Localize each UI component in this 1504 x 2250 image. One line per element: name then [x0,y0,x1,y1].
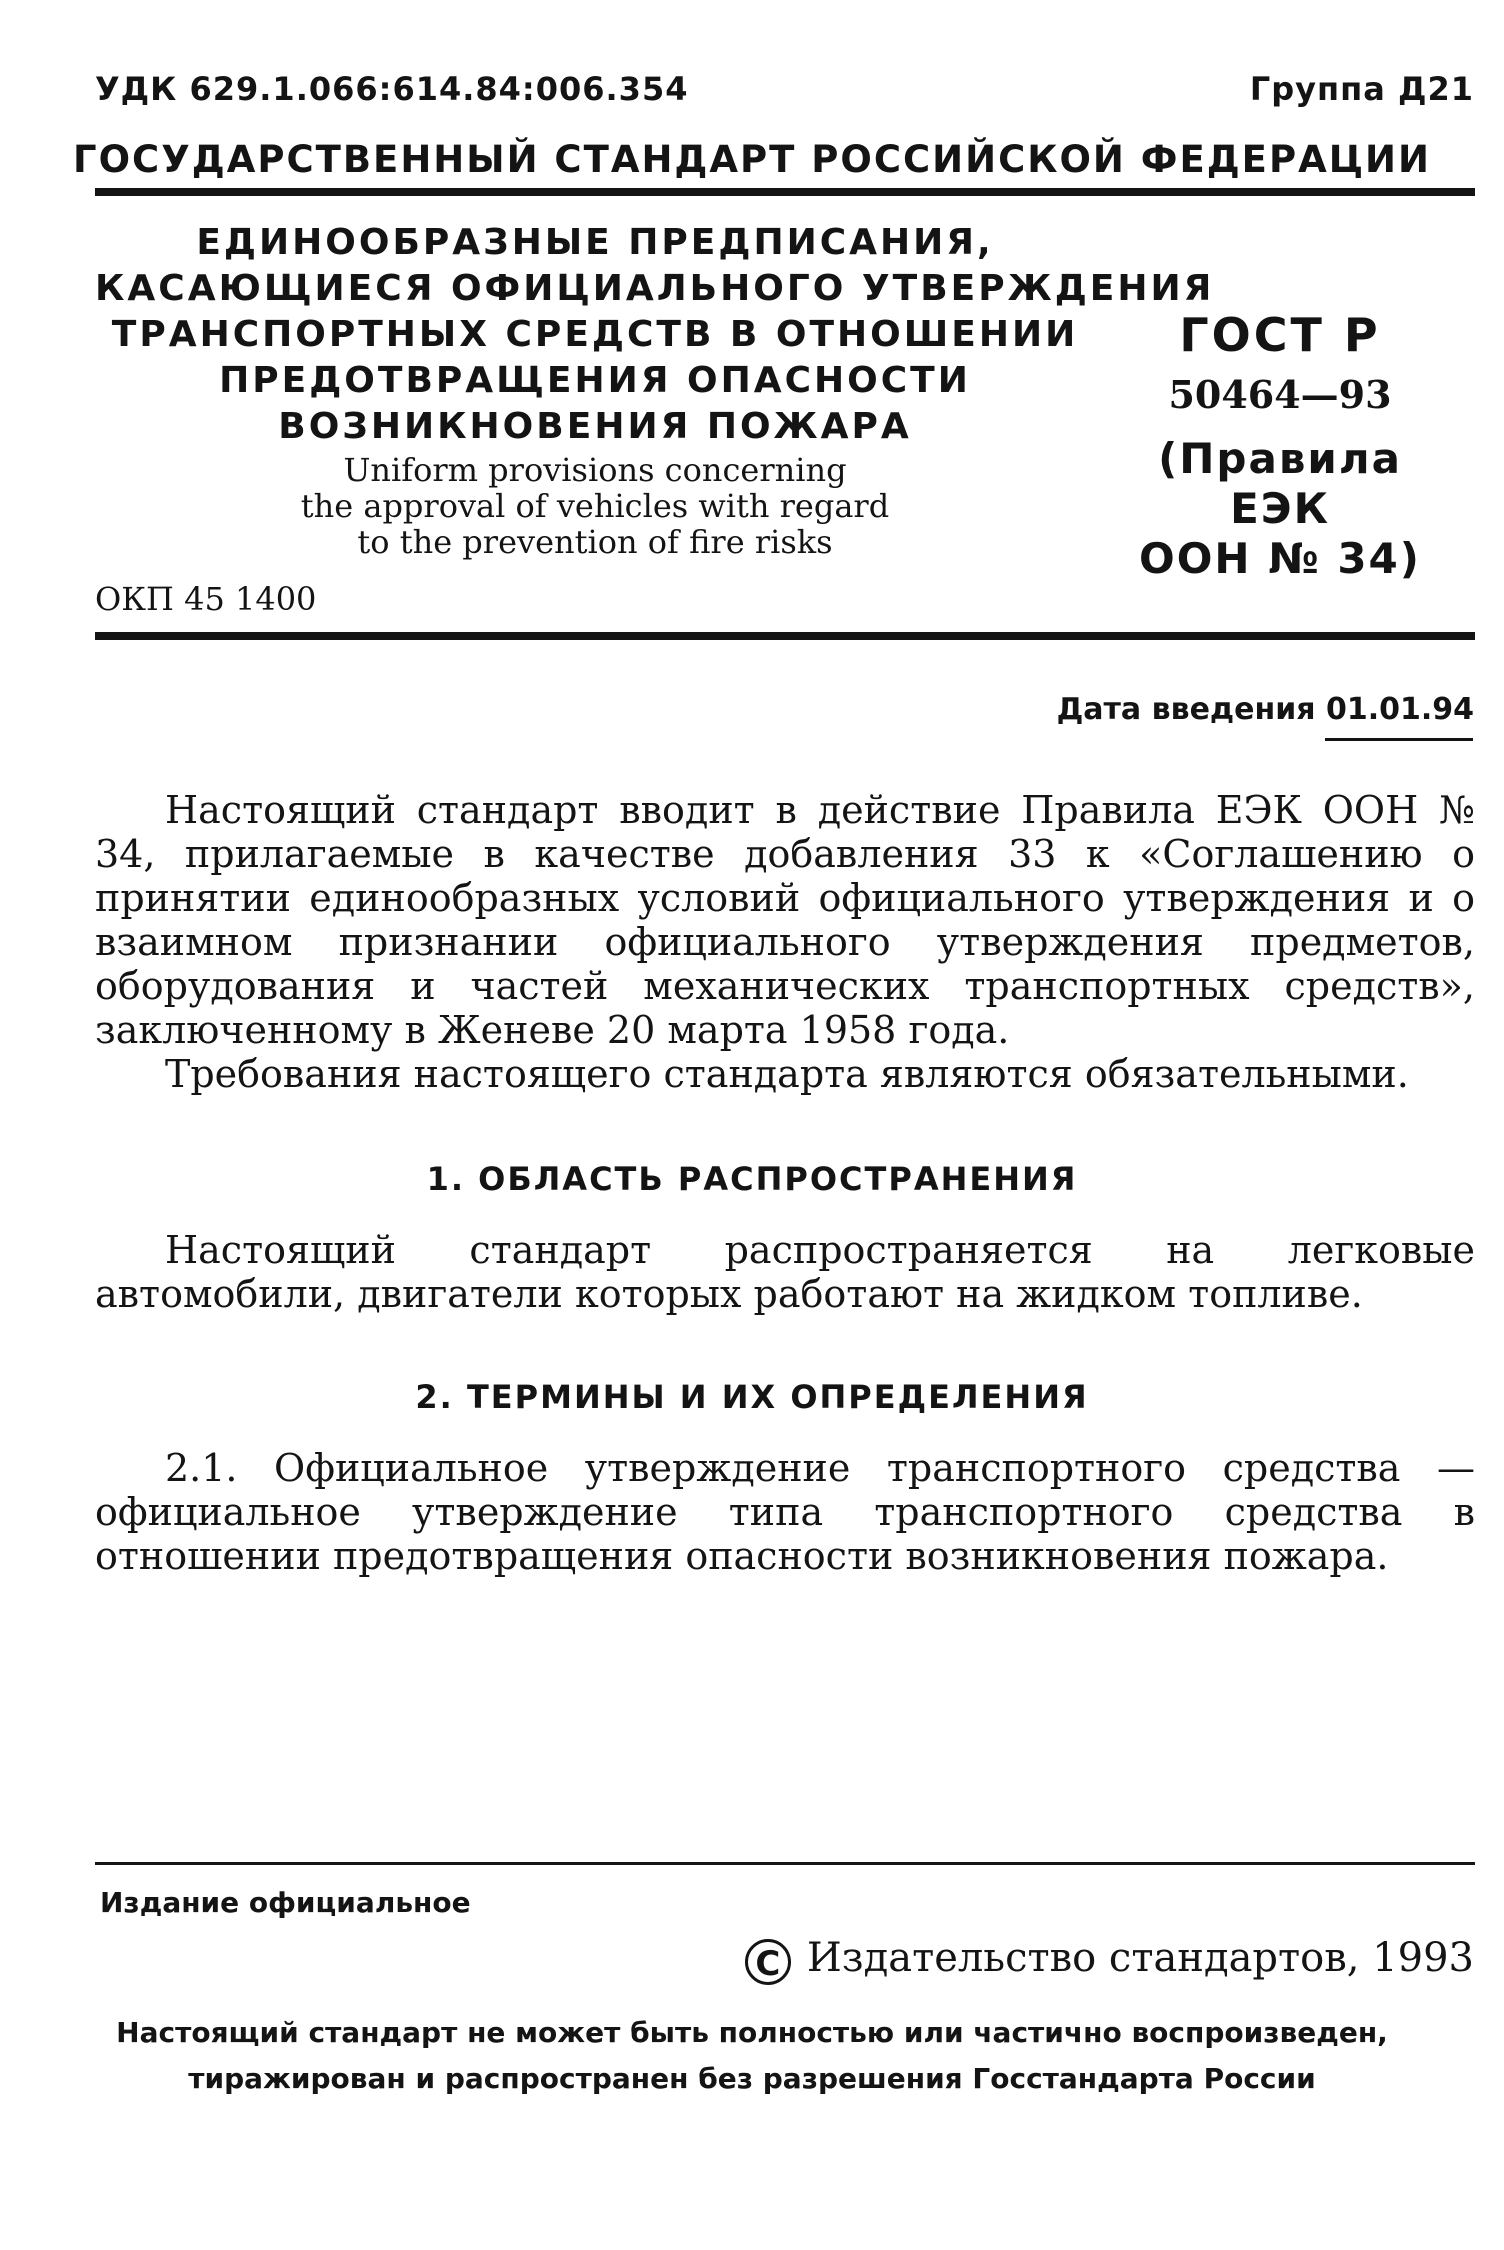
document-title-en [95,452,1095,560]
copyright-icon: C [745,1939,791,1985]
section-1-text: Настоящий стандарт распространяется на легковые автомобили, двигатели которых работают на жидком топливе. [95,1228,1475,1316]
title-en-line-1: Uniform provisions concerning [343,451,847,489]
document-title-ru [95,220,1215,450]
title-line-5: ВОЗНИКНОВЕНИЯ ПОЖАРА [278,406,912,447]
intro-mandatory-paragraph: Требования настоящего стандарта являются обязательными. [165,1052,1409,1096]
section-2-text: 2.1. Официальное утверждение транспортного средства — официальное утверждение типа транспортного средства в отношении предотвращения опасности возникновения пожара. [95,1446,1475,1578]
effective-date: Дата введения 01.01.94 [1056,692,1474,727]
gost-name: ГОСТ Р [1179,308,1381,362]
copyright-text: Издательство стандартов, 1993 [806,1935,1474,1981]
copyright-line [745,1935,1474,1985]
title-line-2: КАСАЮЩИЕСЯ ОФИЦИАЛЬНОГО УТВЕРЖДЕНИЯ [95,268,1215,309]
title-en-line-3: to the prevention of fire risks [357,523,833,561]
title-line-3: ТРАНСПОРТНЫХ СРЕДСТВ В ОТНОШЕНИИ [111,314,1079,355]
notice-line-1: Настоящий стандарт не может быть полностью или частично воспроизведен, [116,2016,1388,2049]
bottom-thick-rule [95,632,1475,640]
okp-code: ОКП 45 1400 [95,580,317,618]
section-1-heading: 1. ОБЛАСТЬ РАСПРОСТРАНЕНИЯ [426,1160,1078,1198]
footer-rule [95,1862,1475,1865]
gost-rule-line-2: ООН № 34) [1139,534,1421,583]
notice-line-2: тиражирован и распространен без разрешения Госстандарта России [188,2062,1316,2095]
title-line-4: ПРЕДОТВРАЩЕНИЯ ОПАСНОСТИ [219,360,971,401]
government-standard-title: ГОСУДАРСТВЕННЫЙ СТАНДАРТ РОССИЙСКОЙ ФЕДЕРАЦИИ [73,138,1431,181]
group-code: Группа Д21 [1249,70,1474,108]
gost-rule-line-1: (Правила ЕЭК [1158,434,1402,533]
title-line-1: ЕДИНООБРАЗНЫЕ ПРЕДПИСАНИЯ, [196,222,994,263]
gost-rule-reference [1100,434,1460,584]
reproduction-notice [0,2010,1504,2102]
top-thick-rule [95,188,1475,196]
title-en-line-2: the approval of vehicles with regard [300,487,890,525]
edition-label: Издание официальное [100,1886,471,1919]
date-underline [1325,738,1473,741]
section-2-heading: 2. ТЕРМИНЫ И ИХ ОПРЕДЕЛЕНИЯ [415,1378,1089,1416]
udk-code: УДК 629.1.066:614.84:006.354 [95,70,689,108]
gost-number: 50464—93 [1168,372,1392,417]
intro-paragraph: Настоящий стандарт вводит в действие Правила ЕЭК ООН № 34, прилагаемые в качестве добавления 33 к «Соглашению о принятии единообразных условий официального утверждения и о взаимном признании официального утверждения предметов, оборудования и частей механических транспортных средств», заключенному в Женеве 20 марта 1958 года. [95,788,1475,1052]
